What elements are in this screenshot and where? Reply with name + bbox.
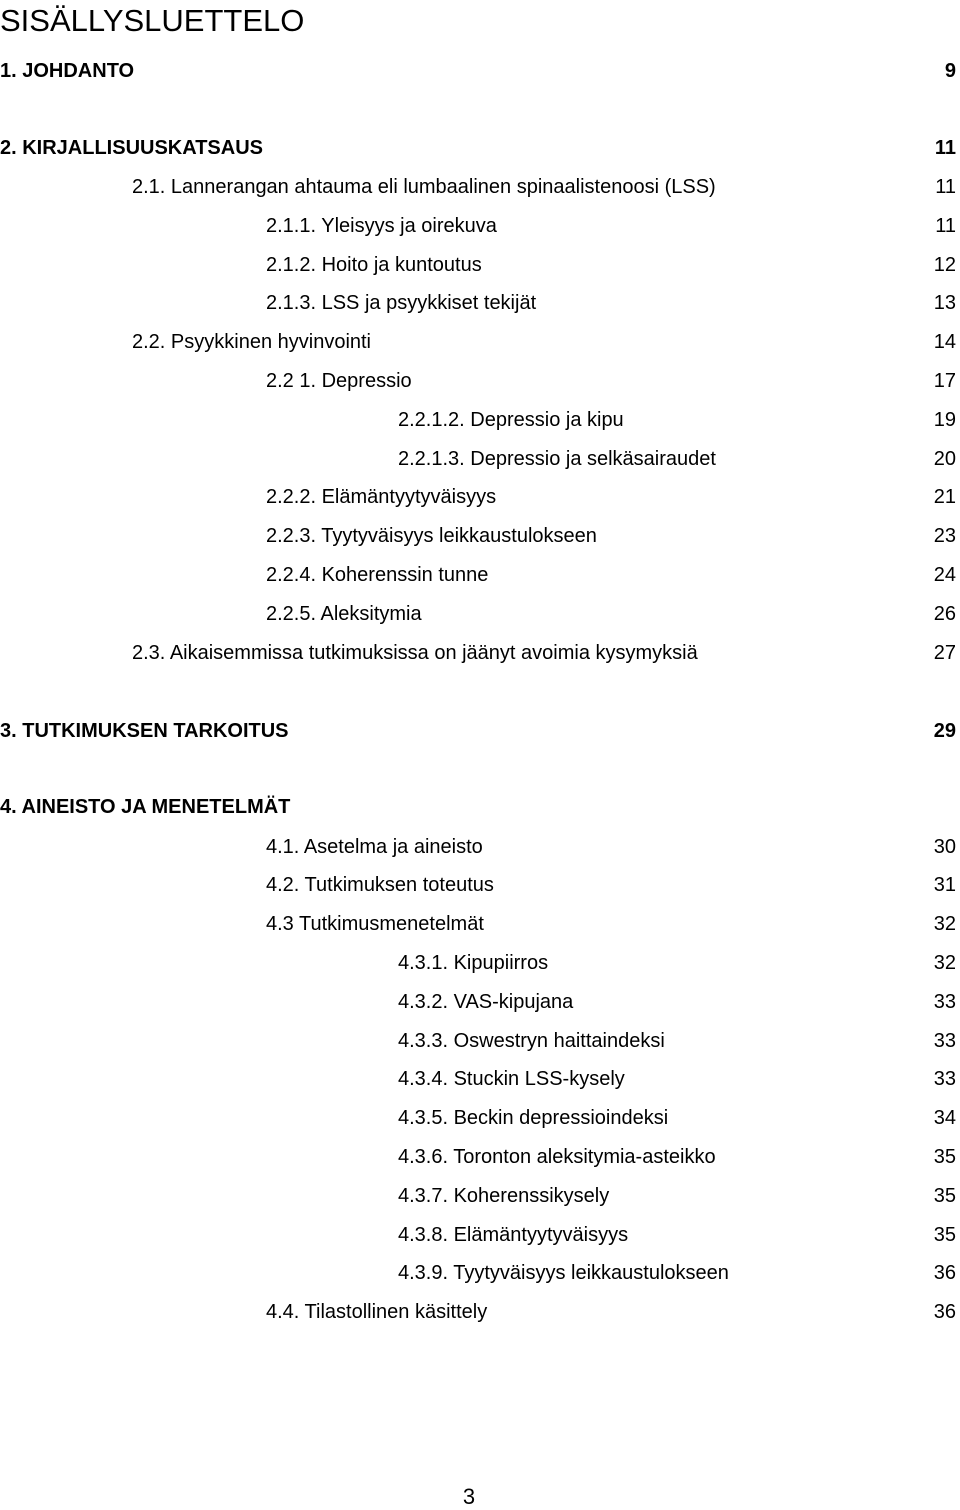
- toc-entry: [0, 172, 956, 202]
- toc-entry-page: 29: [933, 720, 956, 742]
- toc-entry-page: 21: [933, 486, 956, 508]
- toc-entry-label: 2.2.2. Elämäntyytyväisyys: [266, 486, 497, 508]
- toc-entry-page: 11: [935, 176, 956, 198]
- toc-entry: [0, 405, 956, 435]
- toc-entry-label: 4.3.2. VAS-kipujana: [398, 991, 574, 1013]
- toc-entry-label: 2.1.1. Yleisyys ja oirekuva: [266, 215, 497, 237]
- toc-entry-label: 4.3.8. Elämäntyytyväisyys: [398, 1224, 629, 1246]
- toc-entry: [0, 482, 956, 512]
- toc-entry-page: 17: [933, 370, 956, 392]
- toc-entry-label: 4.3.7. Koherenssikysely: [398, 1185, 610, 1207]
- toc-entry-page: 36: [933, 1262, 956, 1284]
- toc-entry-label: 2.2.1.2. Depressio ja kipu: [398, 409, 624, 431]
- toc-entry-page: 32: [933, 913, 956, 935]
- toc-entry-page: 27: [933, 642, 956, 664]
- toc-entry: [0, 366, 956, 396]
- toc-entry-label: 2. KIRJALLISUUSKATSAUS: [0, 137, 263, 159]
- toc-entry: [0, 288, 956, 318]
- toc-entry: [0, 832, 956, 862]
- toc-entry: [0, 1142, 956, 1172]
- toc-entry-label: 2.2.1.3. Depressio ja selkäsairaudet: [398, 448, 716, 470]
- toc-entry: [0, 1026, 956, 1056]
- toc-entry: [0, 1258, 956, 1288]
- toc-entry: [0, 716, 956, 746]
- toc-entry-label: 4. AINEISTO JA MENETELMÄT: [0, 796, 291, 818]
- toc-entry-page: 11: [935, 215, 956, 237]
- toc-entry-page: 33: [933, 1068, 956, 1090]
- toc-entry: [0, 638, 956, 668]
- toc-entry: [0, 211, 956, 241]
- toc-entry-page: 12: [933, 254, 956, 276]
- toc-entry: [0, 792, 956, 822]
- toc-entry-page: 35: [933, 1224, 956, 1246]
- toc-entry-page: 33: [933, 1030, 956, 1052]
- toc-entry-page: 35: [933, 1146, 956, 1168]
- page-number: 3: [462, 1484, 476, 1509]
- toc-entry-label: 4.4. Tilastollinen käsittely: [266, 1301, 488, 1323]
- toc-entry-label: 2.2.4. Koherenssin tunne: [266, 564, 489, 586]
- toc-entry-label: 2.3. Aikaisemmissa tutkimuksissa on jäänyt avoimia kysymyksiä: [132, 642, 698, 664]
- toc-entry-page: 13: [933, 292, 956, 314]
- toc-entry-page: 20: [933, 448, 956, 470]
- toc-entry: [0, 948, 956, 978]
- toc-entry-label: 4.3.3. Oswestryn haittaindeksi: [398, 1030, 665, 1052]
- toc-entry: [0, 1297, 956, 1327]
- toc-entry-label: 4.3.9. Tyytyväisyys leikkaustulokseen: [398, 1262, 729, 1284]
- toc-entry-label: 2.1.2. Hoito ja kuntoutus: [266, 254, 482, 276]
- toc-entry: [0, 1220, 956, 1250]
- toc-entry: [0, 250, 956, 280]
- toc-entry-page: 23: [933, 525, 956, 547]
- toc-entry-page: 24: [933, 564, 956, 586]
- toc-entry: [0, 909, 956, 939]
- toc-entry: [0, 599, 956, 629]
- toc-entry-page: 14: [933, 331, 956, 353]
- toc-entry-label: 4.1. Asetelma ja aineisto: [266, 836, 483, 858]
- toc-entry-label: 4.3.6. Toronton aleksitymia-asteikko: [398, 1146, 716, 1168]
- toc-entry-label: 2.1. Lannerangan ahtauma eli lumbaalinen spinaalistenoosi (LSS): [132, 176, 716, 198]
- toc-entry-page: 31: [933, 874, 956, 896]
- toc-entry-label: 4.3.5. Beckin depressioindeksi: [398, 1107, 669, 1129]
- toc-entry-label: 1. JOHDANTO: [0, 60, 135, 82]
- toc-entry: [0, 521, 956, 551]
- toc-entry: [0, 444, 956, 474]
- toc-entry-label: 3. TUTKIMUKSEN TARKOITUS: [0, 720, 289, 742]
- toc-entry-page: 9: [944, 60, 956, 82]
- toc-entry-label: 2.2 1. Depressio: [266, 370, 412, 392]
- toc-entry: [0, 133, 956, 163]
- toc-entry-label: 4.2. Tutkimuksen toteutus: [266, 874, 494, 896]
- toc-entry-page: 30: [933, 836, 956, 858]
- toc-entry-page: 36: [933, 1301, 956, 1323]
- toc-entry-label: 4.3 Tutkimusmenetelmät: [266, 913, 484, 935]
- toc-entry-label: 4.3.1. Kipupiirros: [398, 952, 549, 974]
- page-title: SISÄLLYSLUETTELO: [0, 3, 305, 38]
- toc-entry-page: 26: [933, 603, 956, 625]
- toc-entry: [0, 1181, 956, 1211]
- toc-entry: [0, 327, 956, 357]
- toc-entry-page: 35: [933, 1185, 956, 1207]
- toc-entry-page: 33: [933, 991, 956, 1013]
- toc-entry-label: 2.2. Psyykkinen hyvinvointi: [132, 331, 372, 353]
- toc-entry: [0, 560, 956, 590]
- toc-entry: [0, 987, 956, 1017]
- toc-entry: [0, 870, 956, 900]
- toc-entry-page: 19: [933, 409, 956, 431]
- toc-entry-page: 32: [933, 952, 956, 974]
- toc-entry: [0, 1103, 956, 1133]
- toc-entry-label: 2.2.3. Tyytyväisyys leikkaustulokseen: [266, 525, 597, 547]
- toc-entry-label: 2.1.3. LSS ja psyykkiset tekijät: [266, 292, 537, 314]
- toc-entry-page: 34: [933, 1107, 956, 1129]
- toc-entry-page: 11: [934, 137, 956, 159]
- toc-entry-label: 2.2.5. Aleksitymia: [266, 603, 422, 625]
- toc-entry: [0, 1064, 956, 1094]
- toc-entry-label: 4.3.4. Stuckin LSS-kysely: [398, 1068, 625, 1090]
- toc-entry: [0, 56, 956, 86]
